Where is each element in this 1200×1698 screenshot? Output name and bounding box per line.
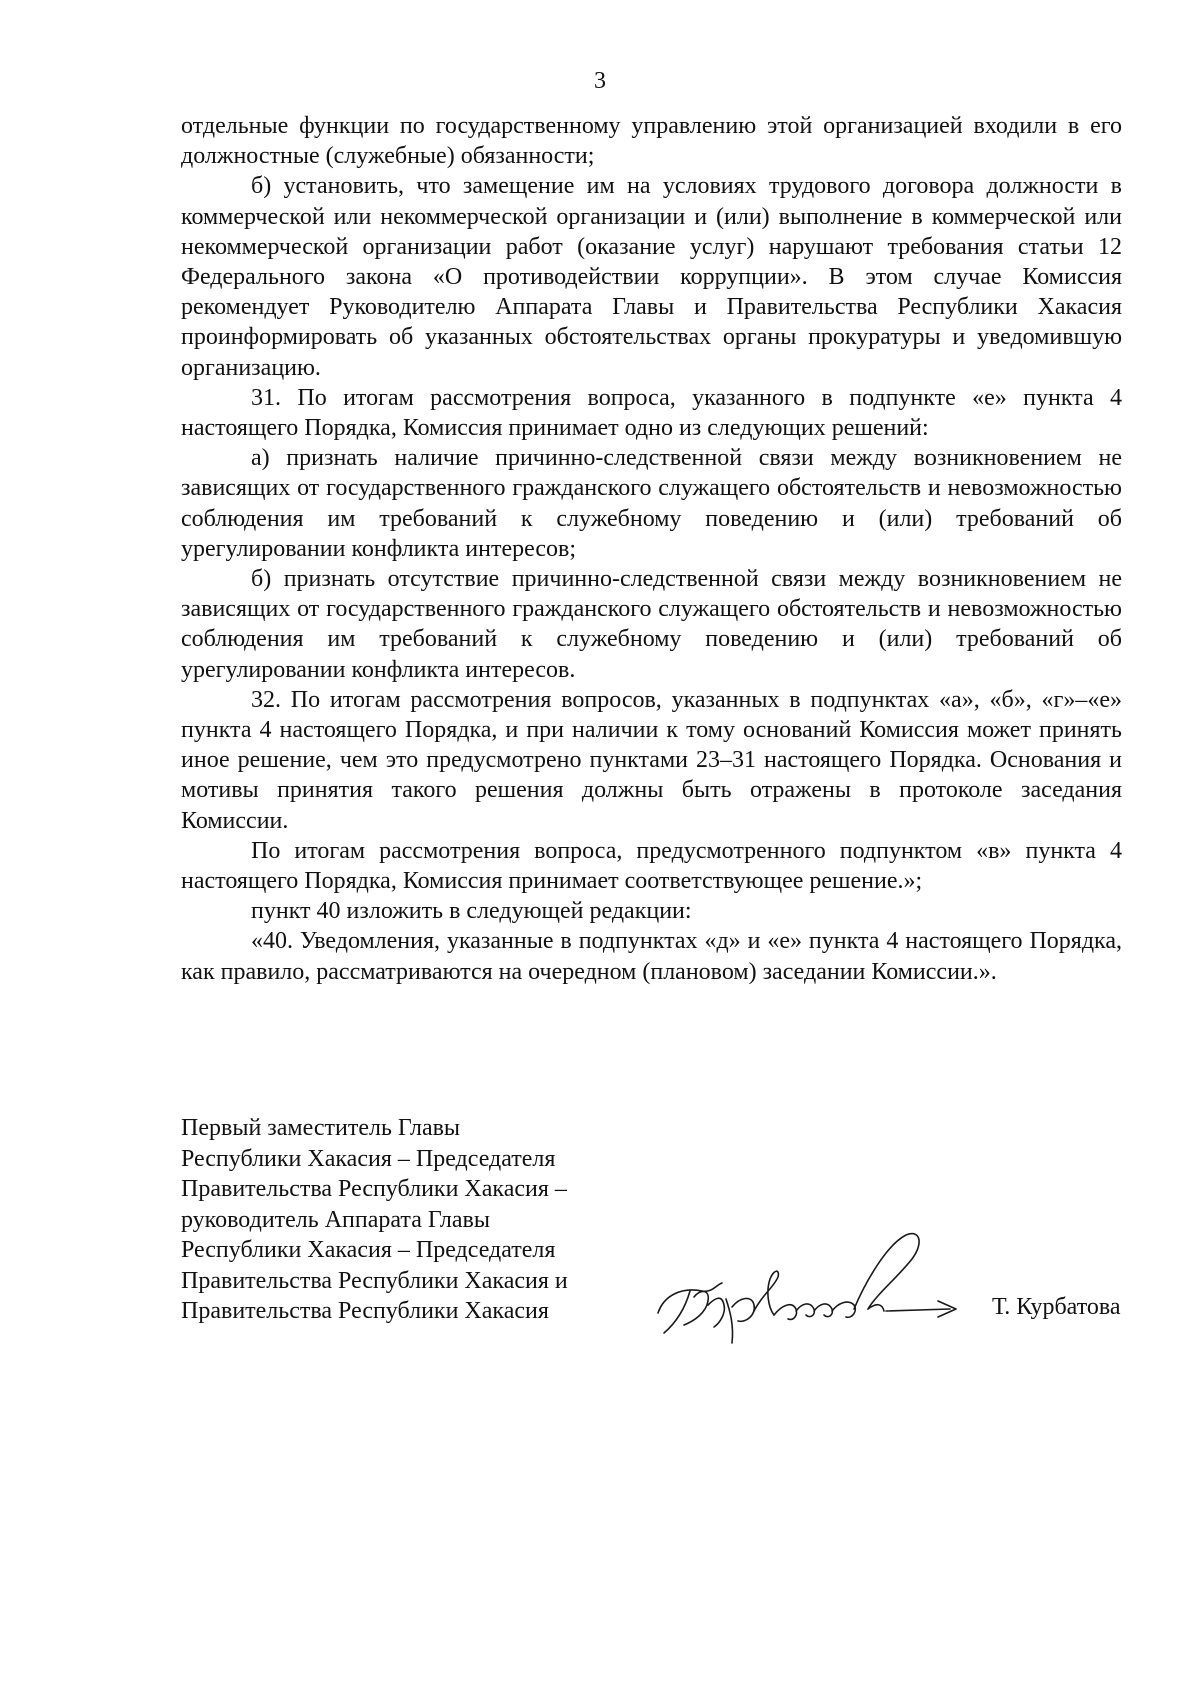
- signatory-position-line: Правительства Республики Хакасия и: [181, 1267, 568, 1294]
- paragraph-continuation: отдельные функции по государственному управлению этой организацией входили в его должностные (служебные) обязанности;: [181, 113, 1122, 170]
- signatory-position-line: Первый заместитель Главы: [181, 1115, 461, 1141]
- signatory-position: [181, 1113, 641, 1327]
- signatory-position-line: руководитель Аппарата Главы: [181, 1206, 491, 1233]
- paragraph-subitem-b-establish: б) установить, что замещение им на условиях трудового договора должности в коммерческой или некоммерческой организации и (или) выполнение в коммерческой или некоммерческой организации работ (оказание услуг) нарушают требования статьи 12 Федерального закона «О противодействии коррупции». В этом случае Комиссия рекомендует Руководителю Аппарата Главы и Правительства Республики Хакасия проинформировать об указанных обстоятельствах органы прокуратуры и уведомившую организацию.: [181, 173, 1122, 381]
- signer-name: Т. Курбатова: [992, 1294, 1121, 1320]
- signatory-position-line: Республики Хакасия – Председателя: [181, 1145, 556, 1172]
- signatory-position-line: Правительства Республики Хакасия: [181, 1298, 549, 1324]
- paragraph-item-40-instruction: пункт 40 изложить в следующей редакции:: [251, 898, 692, 925]
- paragraph-item-40-text: «40. Уведомления, указанные в подпунктах «д» и «е» пункта 4 настоящего Порядка, как правило, рассматриваются на очередном (плановом) заседании Комиссии.».: [181, 928, 1122, 985]
- signatory-position-line: Республики Хакасия – Председателя: [181, 1237, 556, 1263]
- handwritten-signature: [650, 1225, 970, 1355]
- signatory-position-line: Правительства Республики Хакасия –: [181, 1176, 567, 1202]
- document-body: [181, 111, 1122, 987]
- paragraph-item-32: 32. По итогам рассмотрения вопросов, указанных в подпунктах «а», «б», «г»–«е» пункта 4 настоящего Порядка, и при наличии к тому оснований Комиссия может принять иное решение, чем это предусмотрено пунктами 23–31 настоящего Порядка. Основания и мотивы принятия такого решения должны быть отражены в протоколе заседания Комиссии.: [181, 686, 1122, 834]
- paragraph-item-32-subitem-v: По итогам рассмотрения вопроса, предусмотренного подпунктом «в» пункта 4 настоящего Порядка, Комиссия принимает соответствующее решение.»;: [181, 837, 1122, 895]
- paragraph-subitem-b-no-causal-link: б) признать отсутствие причинно-следственной связи между возникновением не зависящих от государственного гражданского служащего обстоятельств и невозможностью соблюдения им требований к служебному поведению и (или) требований об урегулировании конфликта интересов.: [181, 566, 1122, 683]
- paragraph-item-31: 31. По итогам рассмотрения вопроса, указанного в подпункте «е» пункта 4 настоящего Порядка, Комиссия принимает одно из следующих решений:: [181, 384, 1122, 442]
- page-number: 3: [594, 68, 606, 94]
- paragraph-subitem-a-causal-link: а) признать наличие причинно-следственной связи между возникновением не зависящих от государственного гражданского служащего обстоятельств и невозможностью соблюдения им требований к служебному поведению и (или) требований об урегулировании конфликта интересов;: [181, 445, 1122, 562]
